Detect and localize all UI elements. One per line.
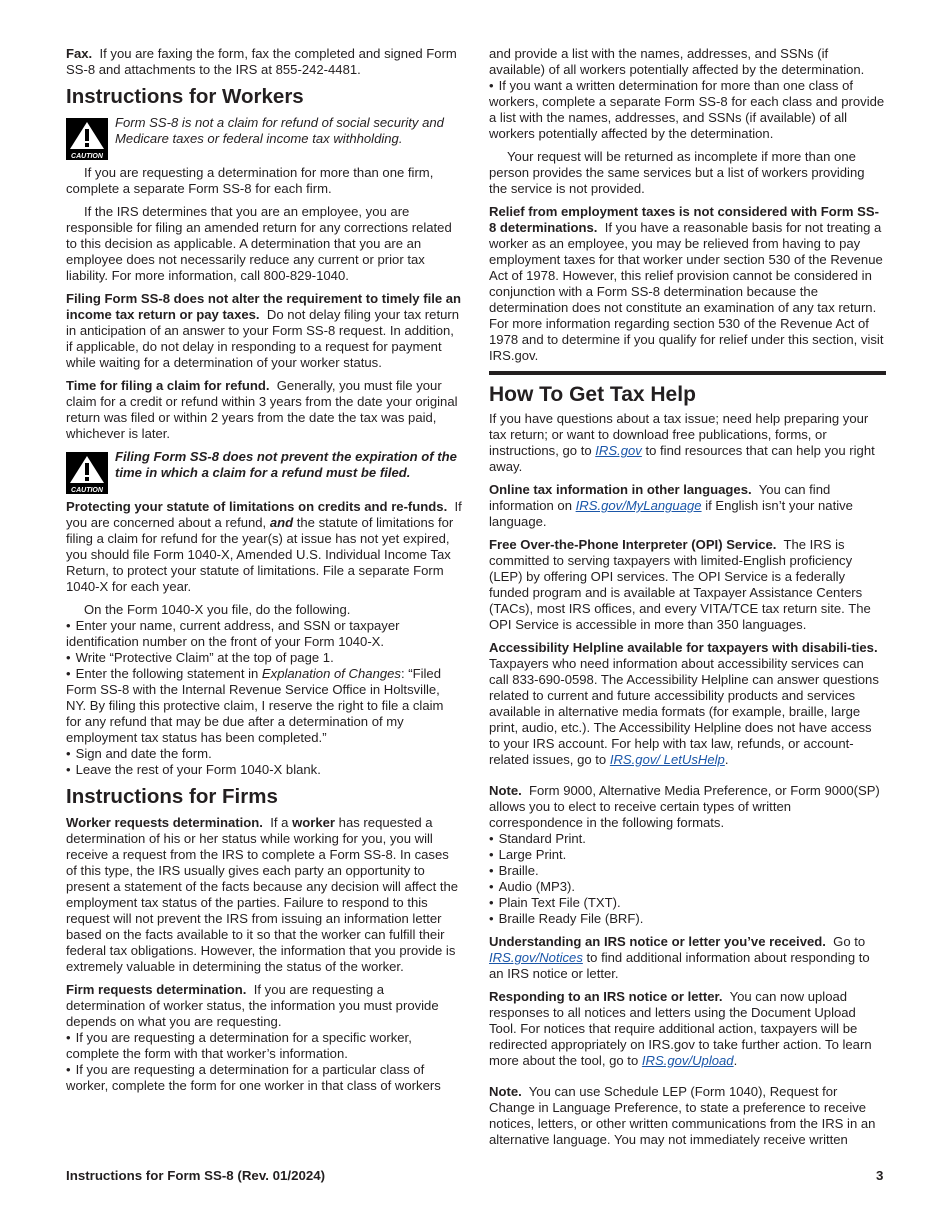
note-lep-paragraph: Note. You can use Schedule LEP (Form 1040), Request for Change in Language Preference, to state a preference to receive notices, letters, or other written communications from the IRS in an alternative language. You may not immediately receive written bbox=[489, 1084, 876, 1147]
caution-note-2: CAUTION Filing Form SS-8 does not prevent the expiration of the time in which a claim for a refund must be filed. bbox=[66, 449, 462, 493]
list-item: • Audio (MP3). bbox=[489, 879, 886, 895]
my-language-link[interactable]: IRS.gov/MyLanguage bbox=[575, 498, 702, 513]
firm-request-list bbox=[66, 1030, 462, 1094]
left-column bbox=[66, 46, 462, 1101]
list-item: • Standard Print. bbox=[489, 831, 886, 847]
time-claim-paragraph: Time for filing a claim for refund. Generally, you must file your claim for a credit or refund within 3 years from the date your original return was filed or within 2 years from the date the tax was paid, whichever is later. bbox=[66, 378, 458, 441]
irs-gov-link[interactable]: IRS.gov bbox=[595, 443, 642, 458]
relief-paragraph: Relief from employment taxes is not considered with Form SS-8 determinations. If you have a reasonable basis for not treating a worker as an employee, you may be relieved from having to pay employment taxes for that worker under section 530 of the Revenue Act of 1978. However, this relief provision cannot be considered in conjunction with a Form SS-8 determination because the determination does not constitute an examination of any tax return. For more information regarding section 530 of the Revenue Act of 1978 and to determine if you qualify for relief under this section, visit IRS.gov. bbox=[489, 204, 884, 363]
let-us-help-link[interactable]: IRS.gov/ LetUsHelp bbox=[609, 752, 725, 767]
firm-request-paragraph: Firm requests determination. If you are requesting a determination of worker status, the information you must provide depends on what you are requesting. bbox=[66, 982, 439, 1029]
continued-paragraph: and provide a list with the names, addresses, and SSNs (if available) of all workers potentially affected by the determination. bbox=[489, 46, 865, 77]
caution-label: CAUTION bbox=[71, 153, 103, 160]
list-item: • Large Print. bbox=[489, 847, 886, 863]
caution-label: CAUTION bbox=[71, 487, 103, 494]
section-divider bbox=[489, 371, 886, 375]
list-item: • Braille. bbox=[489, 863, 886, 879]
class-list bbox=[489, 78, 886, 142]
online-languages-paragraph: Online tax information in other languages. You can find information on IRS.gov/MyLanguage if English isn’t your native language. bbox=[489, 482, 853, 529]
upload-link[interactable]: IRS.gov/Upload bbox=[641, 1053, 734, 1068]
caution-icon bbox=[66, 118, 108, 160]
footer-title: Instructions for Form SS-8 (Rev. 01/2024) bbox=[66, 1168, 326, 1183]
firms-heading: Instructions for Firms bbox=[66, 785, 278, 808]
list-item: • Braille Ready File (BRF). bbox=[489, 911, 886, 927]
list-item: • Leave the rest of your Form 1040-X blank. bbox=[66, 762, 462, 778]
help-intro-paragraph: If you have questions about a tax issue; need help preparing your tax return; or want to download free publications, forms, or instructions, go to IRS.gov to find resources that can help you right away. bbox=[489, 411, 875, 474]
list-item: • If you are requesting a determination for a particular class of worker, complete the form for one worker in that class of workers bbox=[66, 1062, 462, 1094]
page-number: 3 bbox=[876, 1168, 884, 1183]
list-item: • Write “Protective Claim” at the top of page 1. bbox=[66, 650, 462, 666]
list-item: • Enter your name, current address, and SSN or taxpayer identification number on the front of your Form 1040-X. bbox=[66, 618, 462, 650]
worker-request-paragraph: Worker requests determination. If a worker has requested a determination of his or her status while working for you, you will receive a request from the IRS to complete a Form SS-8. In cases of this type, the IRS usually gives each party an opportunity to present a statement of the facts because any decision will affect the employment tax status of the parties. Failure to respond to this request will not prevent the IRS from issuing an information letter based on the facts available to it so that the worker can fulfill their federal tax obligations. However, the information that you provide is extremely valuable in determining the status of the worker. bbox=[66, 815, 459, 974]
list-item: • If you want a written determination for more than one class of workers, complete a separate Form SS-8 for each class and provide a list with the names, addresses, and SSNs (if available) of all workers potentially affected by the determination. bbox=[489, 78, 886, 142]
workers-heading: Instructions for Workers bbox=[66, 85, 304, 108]
formats-list bbox=[489, 831, 886, 927]
employee-paragraph: If the IRS determines that you are an employee, you are responsible for filing an amended return for any corrections related to this decision as applicable. A determination that you are an employee does not necessarily reduce any current or prior tax liability. For more information, call 800-829-1040. bbox=[66, 204, 452, 283]
list-item: • If you are requesting a determination for a specific worker, complete the form with that worker’s information. bbox=[66, 1030, 462, 1062]
incomplete-paragraph: Your request will be returned as incomplete if more than one person provides the same services but a list of workers providing the service is not provided. bbox=[489, 149, 865, 196]
accessibility-paragraph: Accessibility Helpline available for taxpayers with disabili-ties. Taxpayers who need information about accessibility services can call 833-690-0598. The Accessibility Helpline can answer questions related to current and future accessibility products and services available in alternative media formats (for example, braille, large print, audio, etc.). The Accessibility Helpline does not have access to your IRS account. For help with tax law, refunds, or account-related issues, go to IRS.gov/ LetUsHelp. bbox=[489, 640, 879, 767]
list-item: • Plain Text File (TXT). bbox=[489, 895, 886, 911]
protective-claim-list bbox=[66, 618, 462, 778]
right-column bbox=[489, 46, 886, 1155]
understanding-paragraph: Understanding an IRS notice or letter you’ve received. Go to IRS.gov/Notices to find additional information about responding to an IRS notice or letter. bbox=[489, 934, 870, 981]
on-form-paragraph: On the Form 1040-X you file, do the following. bbox=[84, 602, 351, 617]
more-firms-paragraph: If you are requesting a determination for more than one firm, complete a separate Form SS-8 for each firm. bbox=[66, 165, 434, 196]
caution-note-1: CAUTION Form SS-8 is not a claim for refund of social security and Medicare taxes or federal income tax withholding. bbox=[66, 115, 462, 159]
fax-paragraph: Fax. If you are faxing the form, fax the completed and signed Form SS-8 and attachments to the IRS at 855-242-4481. bbox=[66, 46, 457, 77]
list-item: • Enter the following statement in Explanation of Changes: “Filed Form SS-8 with the Internal Revenue Service Office in Holtsville, NY. By filing this protective claim, I reserve the right to file a claim for any refund that may be due after a determination of my employment tax status has been completed.” bbox=[66, 666, 462, 746]
notices-link[interactable]: IRS.gov/Notices bbox=[489, 950, 583, 965]
responding-paragraph: Responding to an IRS notice or letter. You can now upload responses to all notices and letters using the Document Upload Tool. For notices that require additional action, taxpayers will be redirected appropriately on IRS.gov to take further action. To learn more about the tool, go to IRS.gov/Upload. bbox=[489, 989, 872, 1068]
protecting-paragraph: Protecting your statute of limitations on credits and re-funds. If you are concerned about a refund, and the statute of limitations for filing a claim for refund for the year(s) at issue has not yet expired, you should file Form 1040-X, Amended U.S. Individual Income Tax Return, to protect your statute of limitations. File a separate Form 1040-X for each year. bbox=[66, 499, 462, 594]
tax-help-heading: How To Get Tax Help bbox=[489, 383, 696, 406]
list-item: • Sign and date the form. bbox=[66, 746, 462, 762]
opi-paragraph: Free Over-the-Phone Interpreter (OPI) Service. The IRS is committed to serving taxpayers with limited-English proficiency (LEP) by offering OPI services. The OPI Service is a federally funded program and is available at Taxpayer Assistance Centers (TACs), most IRS offices, and every VITA/TCE tax return site. The OPI Service is accessible in more than 350 languages. bbox=[489, 537, 871, 632]
filing-paragraph: Filing Form SS-8 does not alter the requirement to timely file an income tax return or pay taxes. Do not delay filing your tax return in anticipation of an answer to your Form SS-8 request. In addition, if applicable, do not delay in responding to a request for payment while waiting for a determination of your worker status. bbox=[66, 291, 462, 370]
note-formats-paragraph: Note. Form 9000, Alternative Media Preference, or Form 9000(SP) allows you to elect to receive certain types of written correspondence in the following formats. bbox=[489, 783, 880, 830]
caution-icon bbox=[66, 452, 108, 494]
